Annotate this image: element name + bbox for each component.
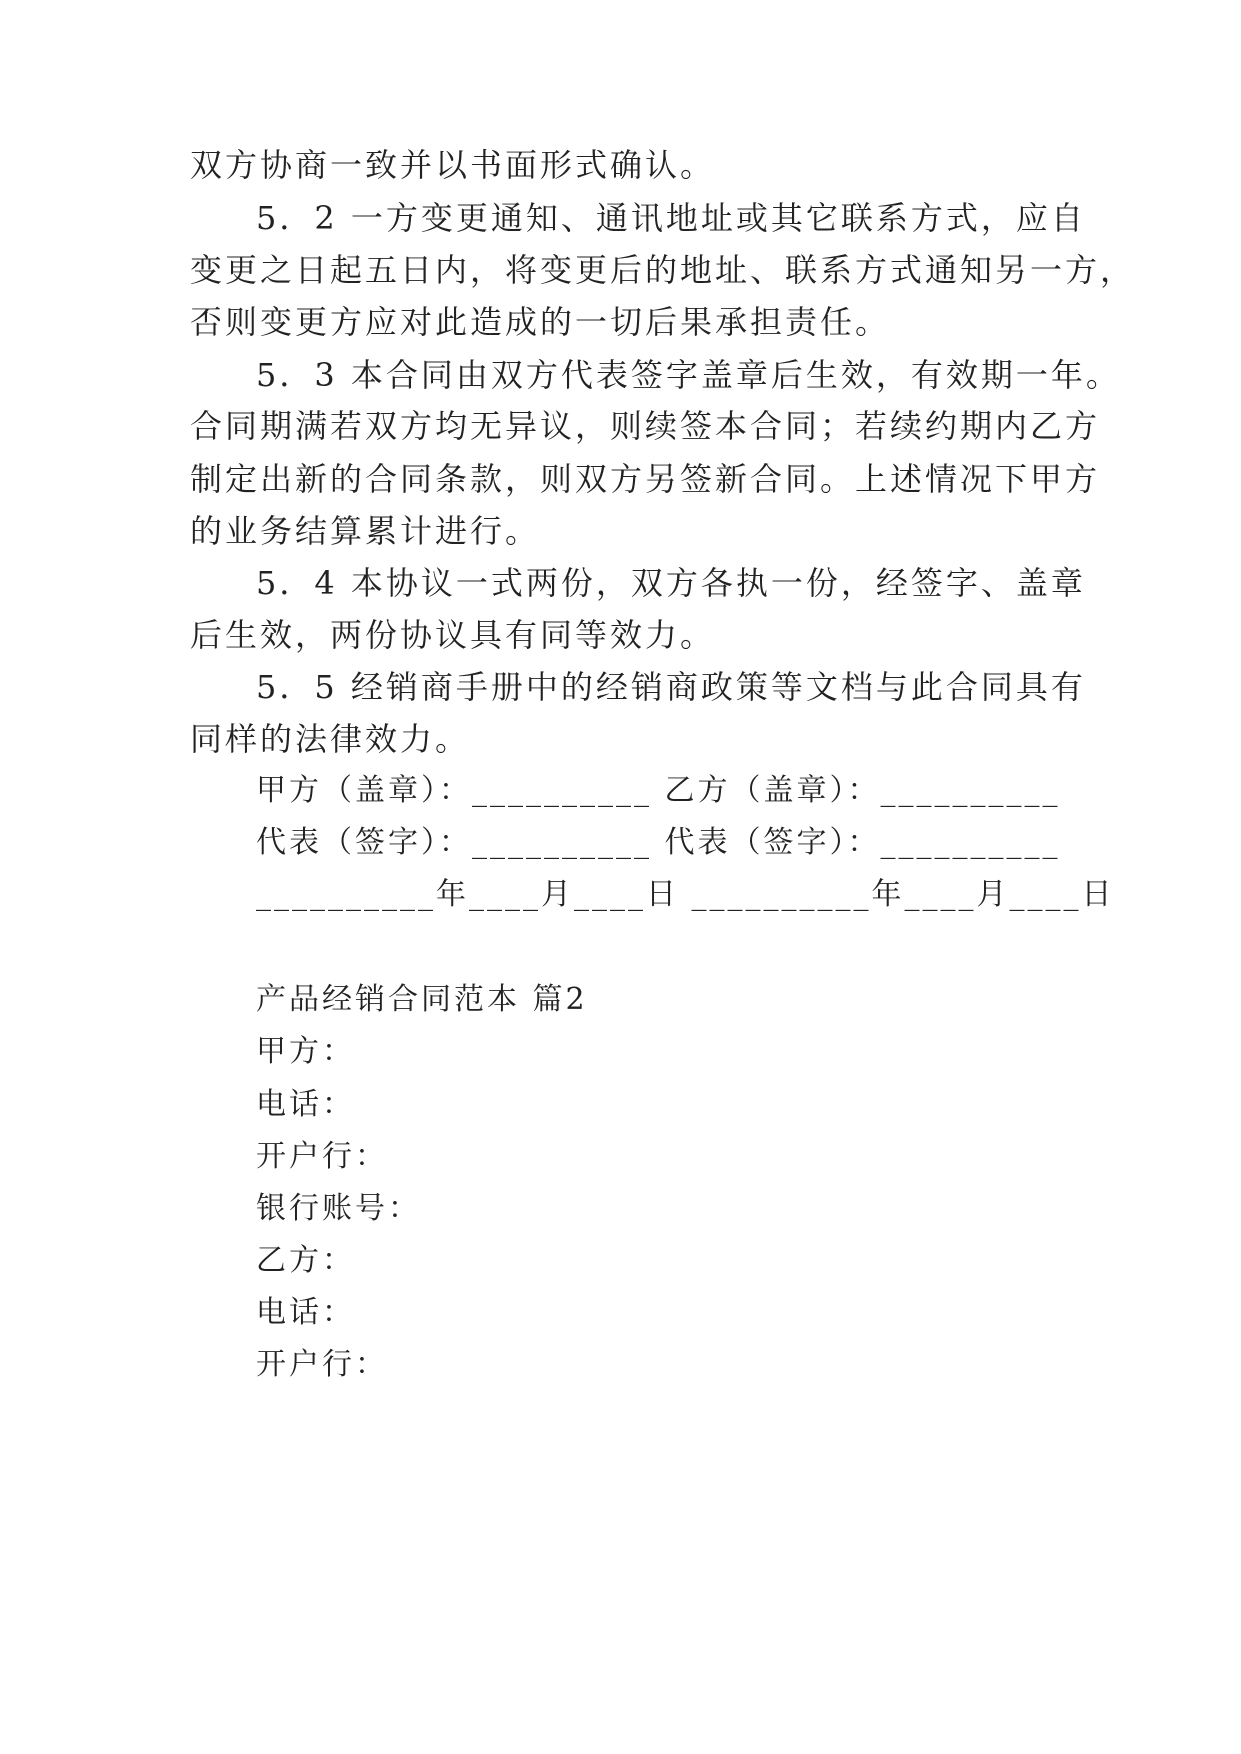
paragraph-line: 同样的法律效力。 <box>190 720 471 758</box>
seal-line: 甲方（盖章）：__________ 乙方（盖章）：__________ <box>256 773 1061 808</box>
phone-field: 电话： <box>256 1295 355 1330</box>
paragraph-line: 双方协商一致并以书面形式确认。 <box>190 146 716 184</box>
representative-line: 代表（签字）：__________ 代表（签字）：__________ <box>256 825 1061 860</box>
section-title: 产品经销合同范本 篇2 <box>256 982 588 1017</box>
date-line: __________年____月____日 __________年____月____日 <box>256 877 1115 912</box>
clause-5-5-line: 5．5 经销商手册中的经销商政策等文档与此合同具有 <box>256 668 1086 706</box>
clause-5-3-line: 5．3 本合同由双方代表签字盖章后生效，有效期一年。 <box>256 356 1121 394</box>
paragraph-line: 合同期满若双方均无异议，则续签本合同；若续约期内乙方 <box>190 407 1101 445</box>
party-a-field: 甲方： <box>256 1034 355 1069</box>
paragraph-line: 否则变更方应对此造成的一切后果承担责任。 <box>190 303 891 341</box>
phone-field: 电话： <box>256 1087 355 1122</box>
party-b-field: 乙方： <box>256 1243 355 1278</box>
paragraph-line: 的业务结算累计进行。 <box>190 512 541 550</box>
paragraph-line: 后生效，两份协议具有同等效力。 <box>190 616 716 654</box>
paragraph-line: 制定出新的合同条款，则双方另签新合同。上述情况下甲方 <box>190 460 1101 498</box>
account-field: 银行账号： <box>256 1191 421 1226</box>
paragraph-line: 变更之日起五日内，将变更后的地址、联系方式通知另一方， <box>190 251 1136 289</box>
bank-field: 开户行： <box>256 1347 388 1382</box>
clause-5-2-line: 5．2 一方变更通知、通讯地址或其它联系方式，应自 <box>256 199 1086 237</box>
bank-field: 开户行： <box>256 1139 388 1174</box>
clause-5-4-line: 5．4 本协议一式两份，双方各执一份，经签字、盖章 <box>256 564 1086 602</box>
